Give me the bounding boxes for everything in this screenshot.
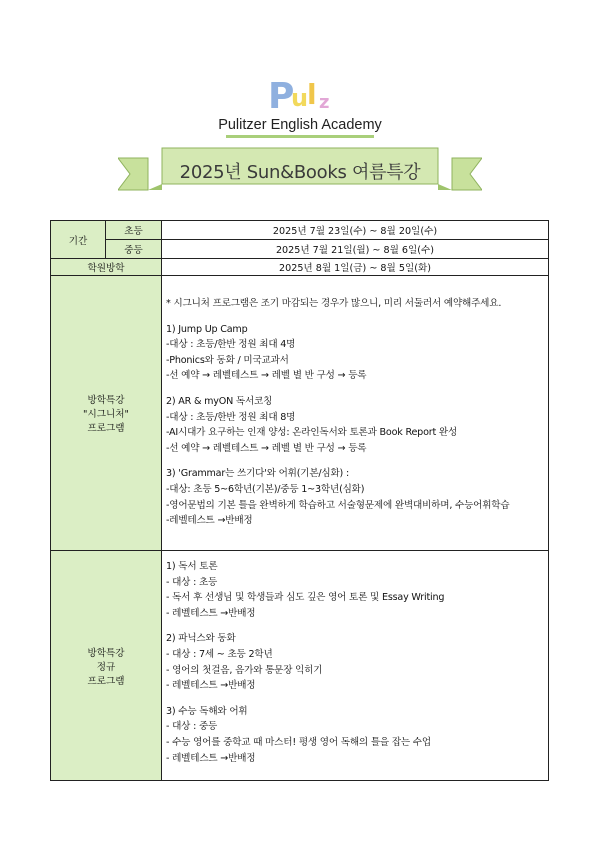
- logo-letter-z: z: [319, 92, 330, 113]
- regular-label-line: 프로그램: [87, 675, 125, 687]
- program-line: -레벨테스트 →반배정: [166, 515, 253, 527]
- program-line: -선 예약 → 레벨테스트 → 레벨 별 반 구성 → 등록: [166, 442, 367, 454]
- program-line: 3) 수능 독해와 어휘: [166, 705, 248, 717]
- regular-label-line: 정규: [96, 661, 116, 673]
- logo-text: Pulitzer English Academy: [218, 117, 382, 133]
- holiday-label: 학원방학: [51, 259, 162, 276]
- program-line: -선 예약 → 레벨테스트 → 레벨 별 반 구성 → 등록: [166, 370, 367, 382]
- logo-underline: [226, 135, 374, 138]
- signature-label-line: 방학특강: [87, 395, 125, 406]
- program-line: 2) 파닉스와 동화: [166, 633, 236, 645]
- program-line: - 레벨테스트 →반배정: [166, 752, 256, 764]
- holiday-row: [51, 259, 549, 276]
- program-line: -영어문법의 기본 틀을 완벽하게 학습하고 서술형문제에 완벽대비하며, 수능어휘학습: [166, 499, 510, 511]
- page-title: 2025년 Sun&Books 여름특강: [179, 162, 421, 183]
- program-line: -대상 : 초등/한반 정원 최대 8명: [166, 411, 296, 423]
- logo-letter-u: u: [291, 84, 309, 112]
- schedule-table: [50, 220, 549, 781]
- regular-row: [51, 551, 549, 781]
- period-row-middle: [51, 240, 549, 259]
- program-line: -AI시대가 요구하는 인재 양성: 온라인독서와 토론과 Book Report 완성: [166, 427, 458, 439]
- holiday-dates: 2025년 8월 1일(금) ~ 8월 5일(화): [162, 259, 549, 276]
- logo-mark: [265, 76, 335, 116]
- program-line: - 수능 영어를 중학교 때 마스터! 평생 영어 독해의 틀을 잡는 수업: [166, 736, 431, 748]
- signature-label-line: "시그니처": [83, 409, 129, 420]
- program-line: - 대상 : 중등: [166, 721, 218, 733]
- academy-logo: [0, 76, 600, 138]
- program-line: 1) 독서 토론: [166, 561, 218, 572]
- signature-label: [51, 276, 162, 551]
- program-line: - 독서 후 선생님 및 학생들과 심도 깊은 영어 토론 및 Essay Writing: [166, 592, 445, 604]
- signature-label-line: 프로그램: [87, 423, 125, 434]
- program-line: - 레벨테스트 →반배정: [166, 680, 256, 692]
- period-label: 기간: [51, 221, 106, 259]
- program-line: - 영어의 첫걸음, 음가와 통문장 익히기: [166, 664, 323, 676]
- signature-note: * 시그니처 프로그램은 조기 마감되는 경우가 많으니, 미리 서둘러서 예약해주세요.: [166, 298, 502, 309]
- regular-label: [51, 551, 162, 781]
- program-line: -Phonics와 동화 / 미국교과서: [166, 354, 289, 366]
- program-line: 3) 'Grammar는 쓰기다'와 어휘(기본/심화) :: [166, 468, 349, 480]
- logo-letter-l: l: [307, 78, 317, 111]
- period-row-elementary: [51, 221, 549, 240]
- program-line: - 레벨테스트 →반배정: [166, 607, 256, 619]
- program-line: - 대상 : 7세 ~ 초등 2학년: [166, 648, 273, 660]
- regular-content: [162, 551, 549, 781]
- signature-row: [51, 276, 549, 551]
- dates-elementary: 2025년 7월 23일(수) ~ 8월 20일(수): [162, 221, 549, 240]
- grade-elementary: 초등: [106, 221, 162, 240]
- grade-middle: 중등: [106, 240, 162, 259]
- program-line: 1) Jump Up Camp: [166, 323, 248, 335]
- program-line: -대상 : 초등/한반 정원 최대 4명: [166, 339, 296, 351]
- signature-content: [162, 276, 549, 551]
- dates-middle: 2025년 7월 21일(월) ~ 8월 6일(수): [162, 240, 549, 259]
- program-line: - 대상 : 초등: [166, 576, 218, 588]
- title-banner: [118, 146, 482, 196]
- program-line: 2) AR & myON 독서코칭: [166, 395, 273, 407]
- program-line: -대상: 초등 5~6학년(기본)/중등 1~3학년(심화): [166, 483, 365, 495]
- regular-label-line: 방학특강: [87, 647, 125, 659]
- logo-letter-p: P: [268, 76, 295, 117]
